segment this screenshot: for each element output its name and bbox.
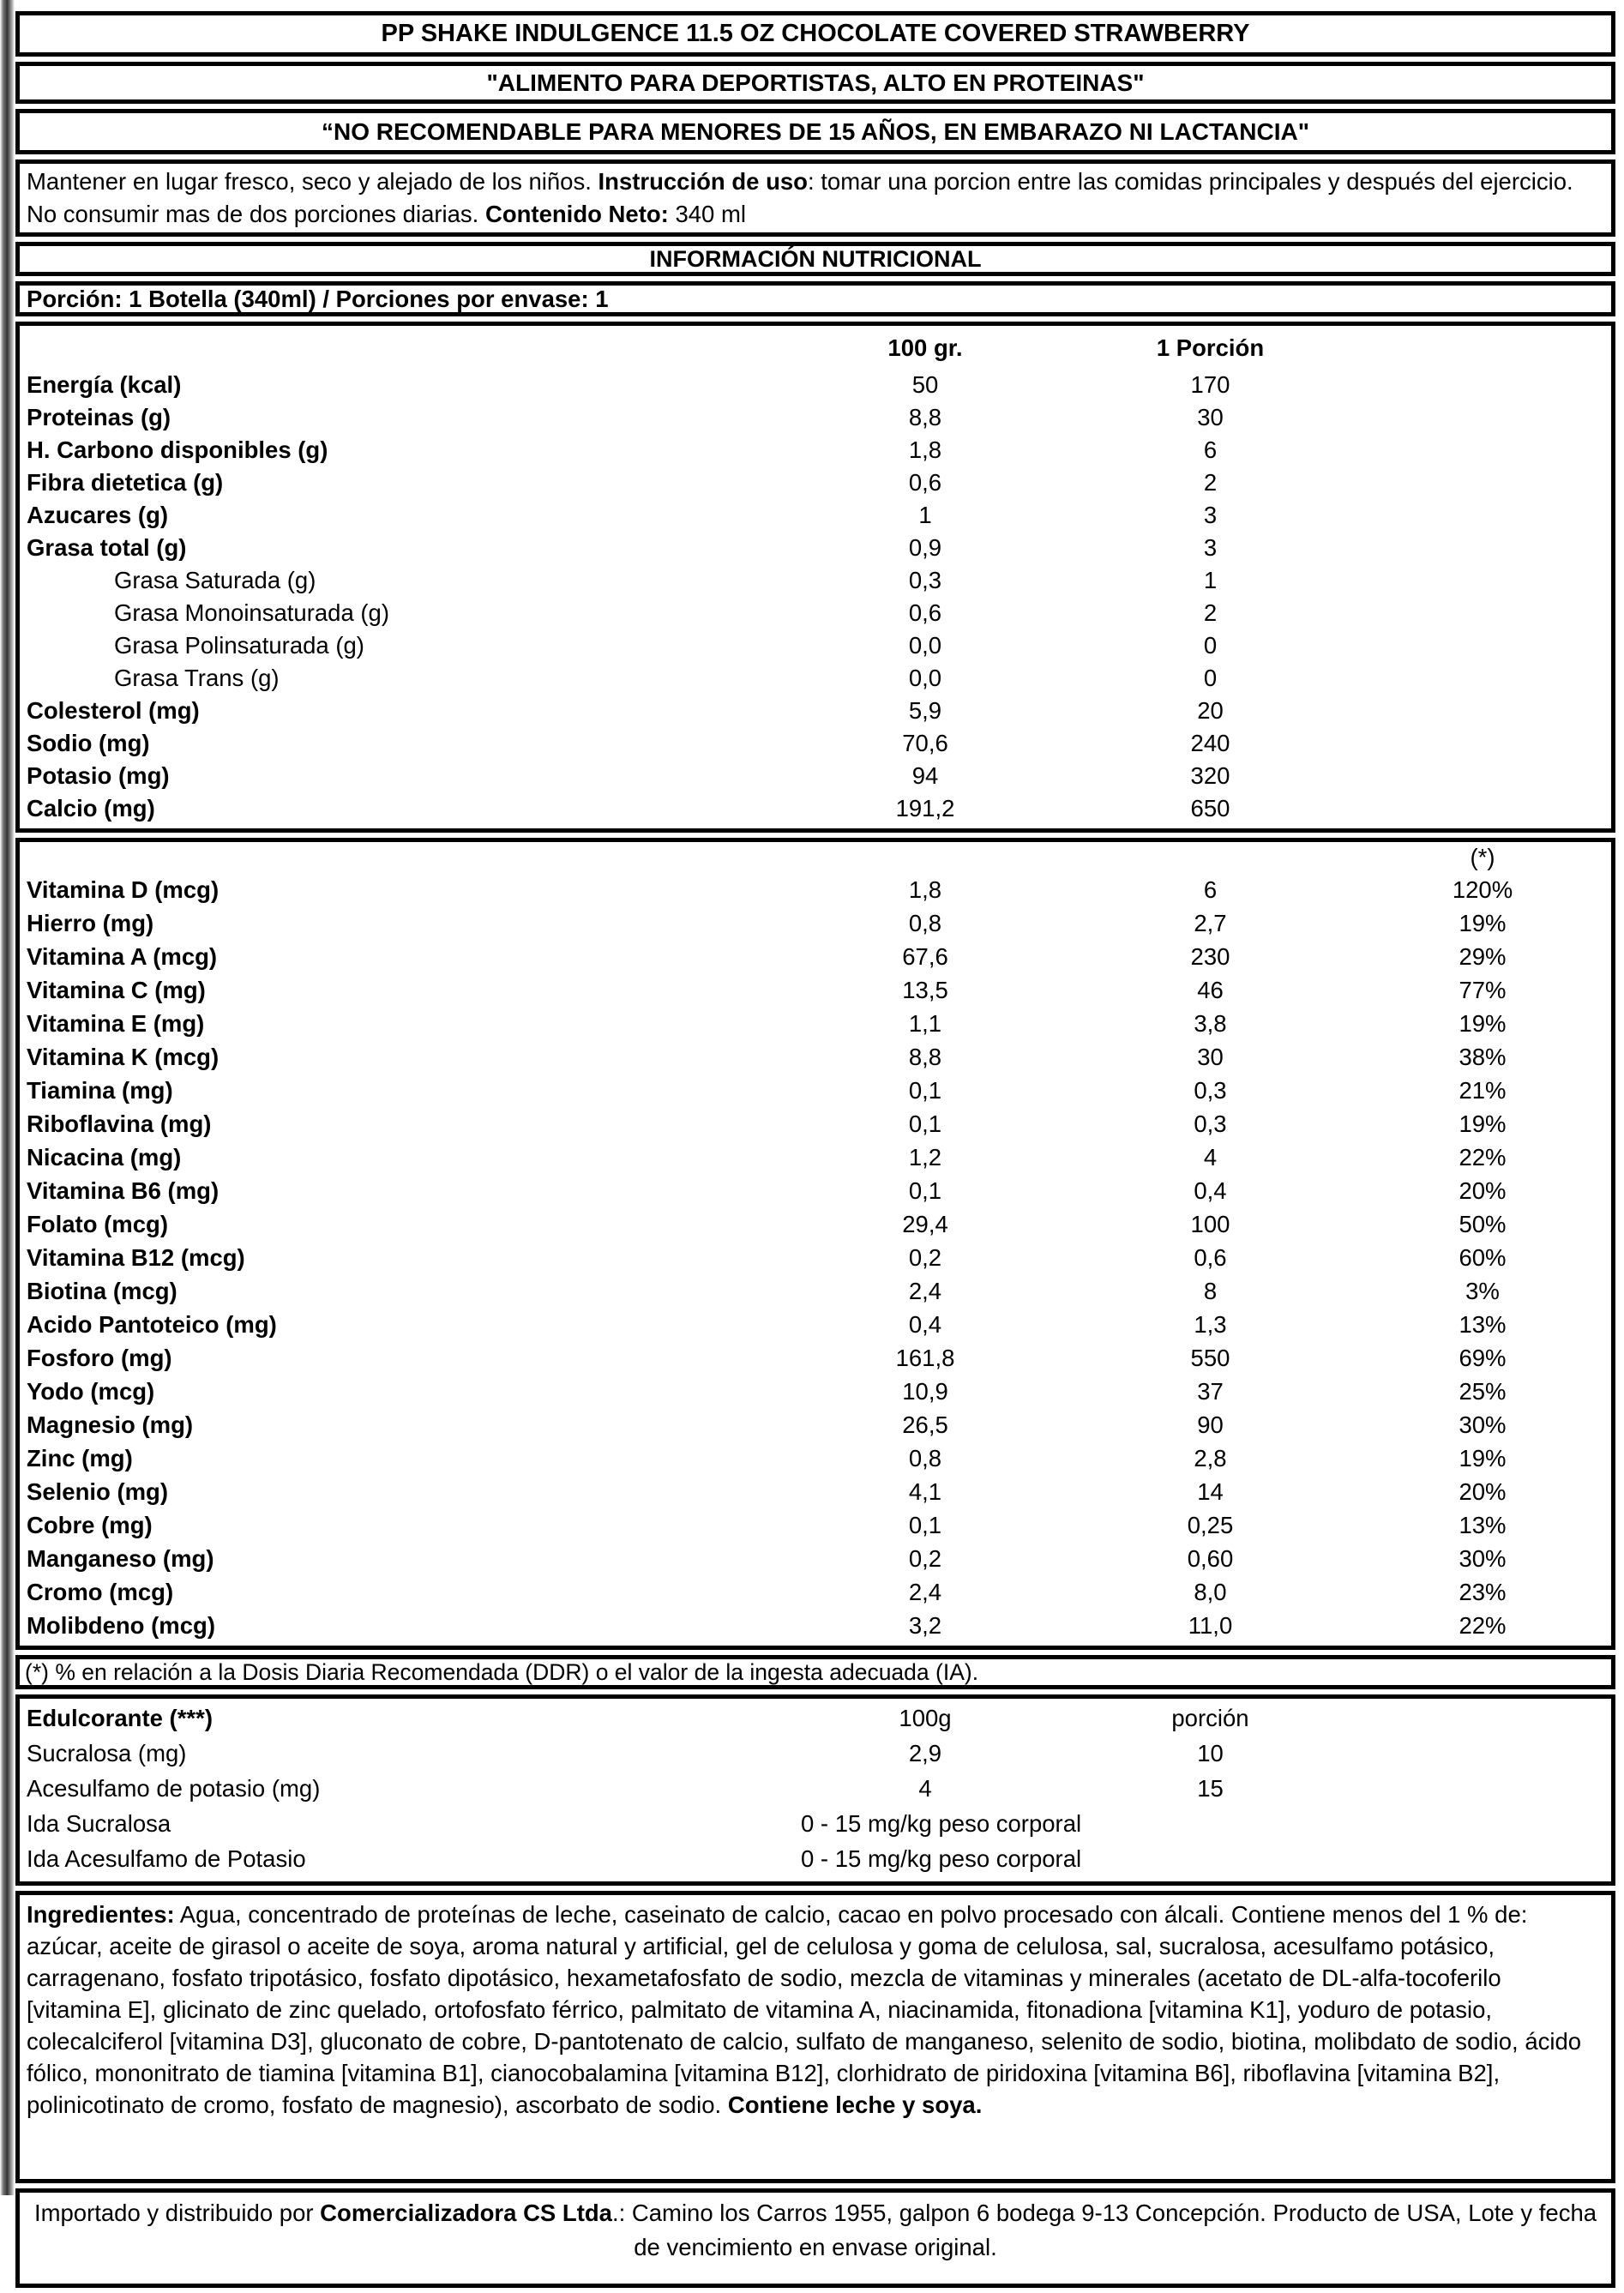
vitamin-row	[20, 1174, 1611, 1207]
ida-rows	[20, 1806, 1611, 1876]
ida-label: Ida Sucralosa	[27, 1809, 171, 1837]
value-per-100g: 161,8	[895, 1344, 955, 1371]
vitamin-row	[20, 973, 1611, 1007]
value-per-100g: 0,1	[908, 1177, 942, 1204]
vitamin-label: Riboflavina (mg)	[27, 1110, 212, 1137]
nutrient-label: Grasa Polinsaturada (g)	[114, 632, 364, 659]
nutrient-row	[20, 597, 1611, 629]
value-per-100g: 8,8	[908, 1043, 942, 1070]
vitamin-row	[20, 1140, 1611, 1174]
value-per-100g: 0,6	[908, 469, 942, 496]
ddr-percent: 3%	[1465, 1277, 1500, 1304]
ida-value: 0 - 15 mg/kg peso corporal	[801, 1809, 1082, 1837]
value-per-100g: 0,9	[908, 534, 942, 561]
value-per-portion: 650	[1190, 795, 1230, 822]
ida-row	[20, 1806, 1611, 1841]
value-per-portion: 8	[1203, 1277, 1218, 1304]
value-per-100g: 0,2	[908, 1243, 942, 1271]
value-per-100g: 10,9	[902, 1377, 948, 1405]
vitamin-label: Molibdeno (mcg)	[27, 1611, 215, 1639]
ida-value: 0 - 15 mg/kg peso corporal	[801, 1845, 1082, 1872]
ddr-percent: 60%	[1459, 1243, 1507, 1271]
value-per-100g: 1	[918, 502, 932, 528]
value-per-100g: 3,2	[908, 1611, 942, 1639]
nutrient-label: Sodio (mg)	[27, 730, 150, 756]
vitamin-row	[20, 940, 1611, 973]
ddr-percent: 30%	[1459, 1411, 1507, 1438]
nutrient-label: Colesterol (mg)	[27, 697, 200, 724]
value-per-100g: 0,1	[908, 1110, 942, 1137]
vitamin-label: Vitamina D (mcg)	[27, 876, 220, 903]
value-per-100g: 0,0	[908, 665, 942, 691]
value-per-portion: 15	[1197, 1774, 1224, 1802]
vitamin-row	[20, 1575, 1611, 1609]
vitamin-label: Vitamina B6 (mg)	[27, 1177, 220, 1204]
value-per-portion: 100	[1190, 1210, 1230, 1237]
vitamin-label: Manganeso (mg)	[27, 1544, 214, 1572]
vitamin-row	[20, 1207, 1611, 1241]
value-per-portion: 0	[1203, 632, 1218, 659]
vitamin-label: Cobre (mg)	[27, 1511, 153, 1538]
ddr-percent: 19%	[1459, 1444, 1507, 1471]
vitamin-row	[20, 1408, 1611, 1441]
value-per-100g: 0,1	[908, 1511, 942, 1538]
value-per-100g: 2,4	[908, 1277, 942, 1304]
vitamin-row	[20, 1308, 1611, 1341]
value-per-portion: 4	[1203, 1143, 1218, 1171]
vitamin-label: Folato (mcg)	[27, 1210, 168, 1237]
sweetener-row	[20, 1771, 1611, 1806]
value-per-portion: 37	[1197, 1377, 1224, 1405]
value-per-portion: 11,0	[1188, 1611, 1233, 1639]
vitamin-row	[20, 1542, 1611, 1575]
value-per-100g: 0,6	[908, 599, 942, 626]
value-per-portion: 2	[1203, 469, 1218, 496]
vitamin-label: Vitamina B12 (mcg)	[27, 1243, 245, 1271]
value-per-100g: 13,5	[902, 976, 948, 1003]
ddr-percent: 25%	[1459, 1377, 1507, 1405]
vitamins-minerals-table	[15, 838, 1615, 1650]
importer-address: .: Camino los Carros 1955, galpon 6 bodega 9-13 Concepción. Producto de USA, Lote y fecha de vencimiento en envase original.	[611, 2200, 1597, 2260]
ddr-percent: 77%	[1459, 976, 1507, 1003]
value-per-100g: 1,2	[908, 1143, 942, 1171]
ddr-percent: 38%	[1459, 1043, 1507, 1070]
net-content-value: 340 ml	[668, 201, 747, 227]
vitamin-label: Vitamina E (mg)	[27, 1009, 205, 1037]
vitamin-label: Tiamina (mg)	[27, 1076, 173, 1104]
vitamin-row	[20, 1074, 1611, 1107]
value-per-100g: 50	[911, 371, 939, 398]
value-per-portion: 0,25	[1187, 1511, 1234, 1538]
sweeteners-header-label: Edulcorante (***)	[27, 1704, 213, 1731]
nutrient-row	[20, 792, 1611, 825]
sweetener-row	[20, 1736, 1611, 1771]
vitamin-row	[20, 1441, 1611, 1475]
vitamin-row	[20, 906, 1611, 940]
value-per-portion: 2,7	[1194, 909, 1227, 936]
value-per-portion: 3	[1203, 502, 1218, 528]
value-per-portion: 0,4	[1194, 1177, 1227, 1204]
value-per-portion: 3	[1203, 534, 1218, 561]
ddr-percent: 30%	[1459, 1544, 1507, 1572]
vitamin-label: Vitamina C (mg)	[27, 976, 206, 1003]
serving-line: Porción: 1 Botella (340ml) / Porciones por envase: 1	[27, 286, 609, 312]
main-table-header	[20, 328, 1611, 369]
vitamin-row	[20, 1007, 1611, 1040]
value-per-portion: 0,6	[1194, 1243, 1227, 1271]
vitamin-label: Cromo (mcg)	[27, 1578, 174, 1605]
value-per-100g: 1,1	[908, 1009, 942, 1037]
ingredients-text: Agua, concentrado de proteínas de leche, caseinato de calcio, cacao en polvo procesado con álcali. Contiene menos del 1 % de: azúcar, aceite de girasol o aceite de soya, aroma natural y artificial, gel de celulosa y goma de celulosa, sal, sucralosa, acesulfamo potásico, carragenano, fosfato tripotásico, fosfato dipotásico, hexametafosfato de sodio, mezcla de vitaminas y minerales (acetato de DL-alfa-tocoferilo [vitamina E], glicinato de zinc quelado, ortofosfato férrico, palmitato de vitamina A, niacinamida, fitonadiona [vitamina K1], yoduro de potasio, colecalciferol [vitamina D3], gluconato de cobre, D-pantotenato de calcio, sulfato de manganeso, selenito de sodio, biotina, molibdato de sodio, ácido fólico, mononitrato de tiamina [vitamina B1], cianocobalamina [vitamina B12], clorhidrato de piridoxina [vitamina B6], riboflavina [vitamina B2], polinicotinato de cromo, fosfato de magnesio), ascorbato de sodio.	[27, 1901, 1582, 2118]
value-per-100g: 0,8	[908, 1444, 942, 1471]
value-per-portion: 1	[1203, 567, 1218, 593]
value-per-portion: 90	[1197, 1411, 1224, 1438]
ddr-percent: 120%	[1452, 876, 1513, 903]
ddr-percent: 20%	[1459, 1478, 1507, 1505]
vitamin-label: Selenio (mg)	[27, 1478, 169, 1505]
col-header-100g: 100 gr.	[887, 334, 963, 361]
nutrient-label: Grasa Saturada (g)	[114, 567, 316, 593]
value-per-100g: 191,2	[895, 795, 955, 822]
value-per-portion: 0,60	[1187, 1544, 1234, 1572]
value-per-100g: 0,3	[908, 567, 942, 593]
product-title: PP SHAKE INDULGENCE 11.5 OZ CHOCOLATE COVERED STRAWBERRY	[381, 20, 1250, 47]
importer-text: Importado y distribuido por	[33, 2200, 321, 2226]
value-per-100g: 5,9	[908, 697, 942, 724]
ddr-percent: 29%	[1459, 942, 1507, 970]
ddr-percent: 19%	[1459, 1009, 1507, 1037]
ddr-percent: 69%	[1459, 1344, 1507, 1371]
nutrient-label: Calcio (mg)	[27, 795, 155, 822]
sweetener-label: Sucralosa (mg)	[27, 1739, 187, 1766]
vitamin-row	[20, 873, 1611, 906]
value-per-100g: 26,5	[902, 1411, 948, 1438]
nutrient-row	[20, 727, 1611, 760]
vitamin-row	[20, 1040, 1611, 1074]
sweetener-label: Acesulfamo de potasio (mg)	[27, 1774, 321, 1802]
vitamin-rows	[20, 873, 1611, 1642]
vitamin-label: Nicacina (mg)	[27, 1143, 182, 1171]
value-per-portion: 8,0	[1194, 1578, 1227, 1605]
value-per-100g: 1,8	[908, 876, 942, 903]
nutrient-row	[20, 695, 1611, 727]
value-per-portion: 1,3	[1194, 1310, 1227, 1338]
ddr-percent: 22%	[1459, 1611, 1507, 1639]
value-per-portion: 30	[1197, 1043, 1224, 1070]
ddr-footnote-box	[15, 1655, 1615, 1689]
value-per-portion: 320	[1190, 762, 1230, 789]
nutrient-label: Grasa Monoinsaturada (g)	[114, 599, 389, 626]
nutrient-row	[20, 401, 1611, 434]
nutrient-row	[20, 760, 1611, 792]
sweeteners-table	[15, 1694, 1615, 1886]
value-per-portion: 0	[1203, 665, 1218, 691]
vitamin-label: Vitamina K (mcg)	[27, 1043, 220, 1070]
value-per-portion: 6	[1203, 436, 1218, 463]
ingredients-label: Ingredientes:	[27, 1901, 175, 1928]
vitamin-row	[20, 1241, 1611, 1274]
value-per-portion: 170	[1190, 371, 1230, 398]
value-per-100g: 0,8	[908, 909, 942, 936]
instruction-label: Instrucción de uso	[598, 168, 808, 195]
nutrient-row	[20, 662, 1611, 695]
nutrient-row	[20, 434, 1611, 466]
nutrient-row	[20, 499, 1611, 532]
nutrient-row	[20, 564, 1611, 597]
ddr-percent: 22%	[1459, 1143, 1507, 1171]
nutrient-row	[20, 369, 1611, 401]
value-per-portion: 550	[1190, 1344, 1230, 1371]
product-title-box	[15, 11, 1615, 57]
ingredients-box	[15, 1891, 1615, 2183]
value-per-100g: 8,8	[908, 404, 942, 430]
ddr-column-header: (*)	[1470, 844, 1495, 870]
value-per-100g: 0,1	[908, 1076, 942, 1104]
allergen-statement: Contiene leche y soya.	[727, 2091, 983, 2118]
value-per-100g: 1,8	[908, 436, 942, 463]
vitamin-row	[20, 1107, 1611, 1140]
value-per-portion: 46	[1197, 976, 1224, 1003]
claim-athletes: "ALIMENTO PARA DEPORTISTAS, ALTO EN PROTEINAS"	[486, 69, 1145, 96]
sweeteners-header-row	[20, 1700, 1611, 1736]
nutrition-label	[15, 11, 1615, 2293]
nutrition-info-title: INFORMACIÓN NUTRICIONAL	[649, 246, 982, 272]
value-per-100g: 67,6	[902, 942, 948, 970]
vitamin-row	[20, 1475, 1611, 1508]
nutrient-row	[20, 629, 1611, 662]
nutrient-label: H. Carbono disponibles (g)	[27, 436, 328, 463]
scan-edge-artifact	[0, 0, 15, 2195]
vitamin-row	[20, 1274, 1611, 1308]
claim-warning-box	[15, 109, 1615, 154]
main-nutrients-table	[15, 322, 1615, 833]
value-per-portion: 230	[1190, 942, 1230, 970]
value-per-portion: 30	[1197, 404, 1224, 430]
nutrient-label: Fibra dietetica (g)	[27, 469, 224, 496]
value-per-portion: 10	[1197, 1739, 1224, 1766]
value-per-portion: 6	[1203, 876, 1218, 903]
sweeteners-col-portion: porción	[1171, 1704, 1249, 1731]
value-per-portion: 0,3	[1194, 1076, 1227, 1104]
vitamin-row	[20, 1508, 1611, 1542]
value-per-100g: 2,4	[908, 1578, 942, 1605]
ddr-header-row	[20, 842, 1611, 873]
sweeteners-col-100g: 100g	[899, 1704, 952, 1731]
net-content-label: Contenido Neto:	[484, 201, 669, 227]
storage-text: Mantener en lugar fresco, seco y alejado de los niños.	[27, 168, 598, 195]
sweetener-rows	[20, 1736, 1611, 1806]
value-per-100g: 0,4	[908, 1310, 942, 1338]
ida-row	[20, 1841, 1611, 1876]
importer-box	[15, 2188, 1615, 2288]
vitamin-label: Acido Pantoteico (mg)	[27, 1310, 277, 1338]
value-per-100g: 0,0	[908, 632, 942, 659]
value-per-100g: 0,2	[908, 1544, 942, 1572]
importer-company: Comercializadora CS Ltda	[320, 2200, 612, 2226]
vitamin-label: Magnesio (mg)	[27, 1411, 194, 1438]
value-per-100g: 29,4	[902, 1210, 948, 1237]
main-nutrient-rows	[20, 369, 1611, 825]
ida-label: Ida Acesulfamo de Potasio	[27, 1845, 306, 1872]
nutrient-label: Grasa total (g)	[27, 534, 187, 561]
nutrient-row	[20, 466, 1611, 499]
vitamin-label: Yodo (mcg)	[27, 1377, 155, 1405]
claim-athletes-box	[15, 62, 1615, 104]
ddr-percent: 50%	[1459, 1210, 1507, 1237]
value-per-100g: 2,9	[908, 1739, 942, 1766]
vitamin-row	[20, 1375, 1611, 1408]
nutrient-label: Grasa Trans (g)	[114, 665, 280, 691]
vitamin-label: Vitamina A (mcg)	[27, 942, 218, 970]
nutrient-label: Energía (kcal)	[27, 371, 182, 398]
nutrient-label: Potasio (mg)	[27, 762, 170, 789]
col-header-portion: 1 Porción	[1156, 334, 1265, 361]
vitamin-label: Hierro (mg)	[27, 909, 154, 936]
vitamin-label: Zinc (mg)	[27, 1444, 133, 1471]
value-per-portion: 0,3	[1194, 1110, 1227, 1137]
ddr-footnote: (*) % en relación a la Dosis Diaria Recomendada (DDR) o el valor de la ingesta adecuada (IA).	[25, 1659, 979, 1685]
ddr-percent: 13%	[1459, 1511, 1507, 1538]
storage-instructions-box	[15, 159, 1615, 237]
ddr-percent: 21%	[1459, 1076, 1507, 1104]
instruction-text: : tomar una porcion entre las comidas principales y después del ejercicio. No consumir mas de dos porciones diarias.	[27, 168, 1573, 227]
ddr-percent: 20%	[1459, 1177, 1507, 1204]
value-per-portion: 20	[1197, 697, 1224, 724]
value-per-portion: 2,8	[1194, 1444, 1227, 1471]
ddr-percent: 23%	[1459, 1578, 1507, 1605]
vitamin-row	[20, 1341, 1611, 1375]
value-per-100g: 70,6	[902, 730, 948, 756]
nutrition-info-title-box	[15, 242, 1615, 276]
value-per-100g: 4,1	[908, 1478, 942, 1505]
value-per-portion: 3,8	[1194, 1009, 1227, 1037]
value-per-portion: 14	[1197, 1478, 1224, 1505]
value-per-100g: 4	[918, 1774, 932, 1802]
vitamin-label: Biotina (mcg)	[27, 1277, 177, 1304]
vitamin-label: Fosforo (mg)	[27, 1344, 172, 1371]
nutrient-row	[20, 532, 1611, 564]
ddr-percent: 19%	[1459, 909, 1507, 936]
vitamin-row	[20, 1609, 1611, 1642]
nutrient-label: Azucares (g)	[27, 502, 169, 528]
value-per-100g: 94	[911, 762, 939, 789]
ddr-percent: 13%	[1459, 1310, 1507, 1338]
ddr-percent: 19%	[1459, 1110, 1507, 1137]
serving-info-box	[15, 281, 1615, 316]
value-per-portion: 2	[1203, 599, 1218, 626]
claim-warning: “NO RECOMENDABLE PARA MENORES DE 15 AÑOS, EN EMBARAZO NI LACTANCIA"	[322, 118, 1309, 145]
nutrient-label: Proteinas (g)	[27, 404, 171, 430]
value-per-portion: 240	[1190, 730, 1230, 756]
